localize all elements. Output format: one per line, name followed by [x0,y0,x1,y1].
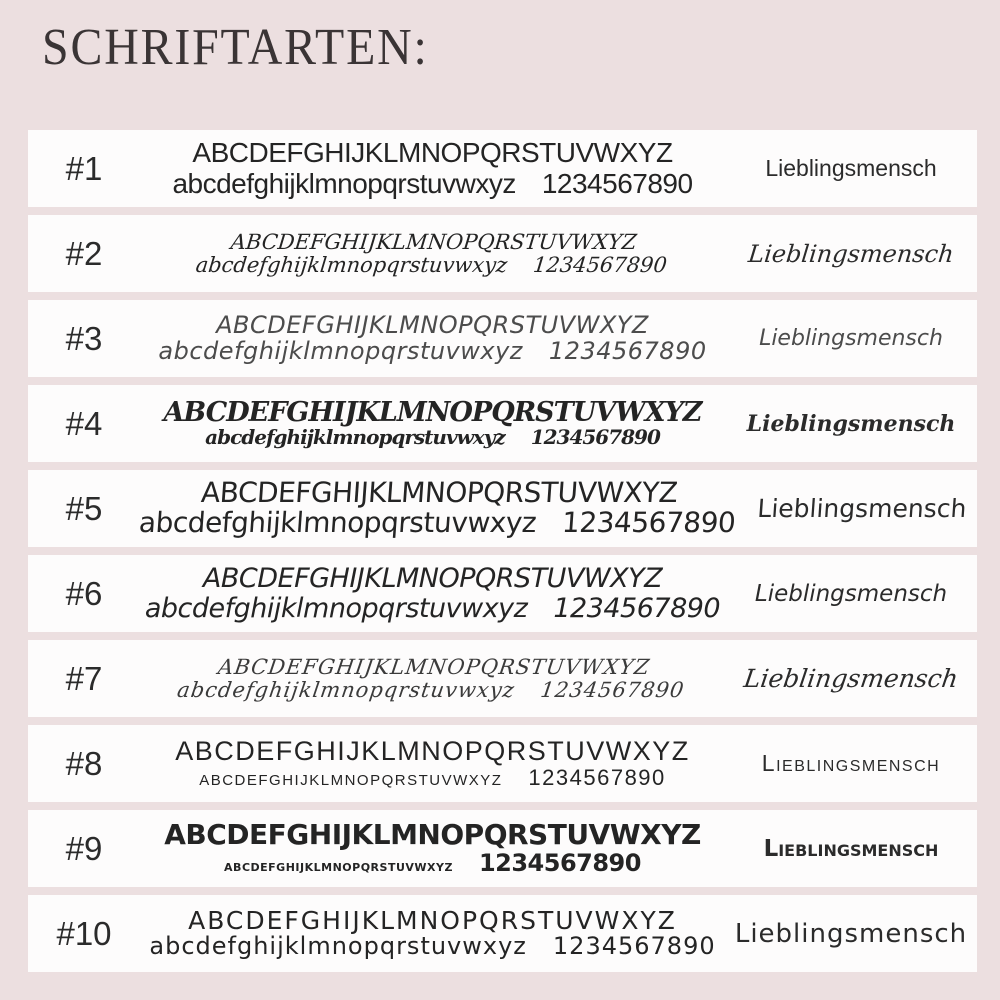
alphabet-numbers: 1234567890 [541,167,693,199]
alphabet-numbers: 1234567890 [531,252,669,277]
font-preview-word: Lieblingsmensch [761,750,941,776]
font-number-label: #3 [65,319,103,357]
font-rows [28,130,977,972]
alphabet-lowercase: abcdefghijklmnopqrstuvwxyz [144,592,528,624]
alphabet-numbers: 1234567890 [528,765,666,791]
alphabet-uppercase: ABCDEFGHIJKLMNOPQRSTUVWXYZ [188,906,677,936]
alphabet-sample [140,398,725,449]
font-preview-word: Lieblingsmensch [734,918,968,949]
alphabet-uppercase: ABCDEFGHIJKLMNOPQRSTUVWXYZ [199,476,679,510]
alphabet-numbers: 1234567890 [552,932,716,961]
alphabet-uppercase: ABCDEFGHIJKLMNOPQRSTUVWXYZ [202,563,663,595]
alphabet-lowercase-and-numbers [137,679,725,702]
alphabet-uppercase: ABCDEFGHIJKLMNOPQRSTUVWXYZ [229,229,638,254]
alphabet-lowercase-and-numbers [137,506,737,540]
font-number-label: #1 [65,149,103,187]
font-number-label: #2 [65,234,103,272]
font-row [28,385,977,462]
font-preview-word: Lieblingsmensch [765,155,937,181]
alphabet-lowercase: abcdefghijklmnopqrstuvwxyz [137,506,538,540]
alphabet-numbers: 1234567890 [539,677,687,702]
alphabet-lowercase-and-numbers [140,169,725,199]
page-title: SCHRIFTARTEN: [42,19,429,76]
font-number-label: #6 [65,574,103,612]
font-number-label: #4 [65,404,103,442]
font-row [28,725,977,802]
alphabet-sample [140,138,725,198]
font-preview-word: Lieblingsmensch [756,494,968,523]
alphabet-lowercase: abcdefghijklmnopqrstuvwxyz [199,765,503,791]
alphabet-lowercase: abcdefghijklmnopqrstuvwxyz [158,336,523,365]
font-row [28,470,977,547]
alphabet-lowercase-and-numbers [140,594,725,623]
alphabet-sample [138,478,738,538]
alphabet-numbers: 1234567890 [548,336,707,365]
alphabet-uppercase: ABCDEFGHIJKLMNOPQRSTUVWXYZ [175,736,690,767]
alphabet-numbers: 1234567890 [530,425,660,450]
alphabet-lowercase-and-numbers [140,766,725,790]
alphabet-lowercase-and-numbers [140,848,725,877]
font-row [28,300,977,377]
alphabet-lowercase-and-numbers [138,254,725,277]
alphabet-lowercase: abcdefghijklmnopqrstuvwxyz [224,855,453,875]
alphabet-uppercase: ABCDEFGHIJKLMNOPQRSTUVWXYZ [216,654,652,679]
alphabet-numbers: 1234567890 [478,848,641,877]
font-row [28,555,977,632]
alphabet-sample [140,907,725,960]
font-number-label: #8 [65,744,103,782]
font-row [28,810,977,887]
alphabet-uppercase: ABCDEFGHIJKLMNOPQRSTUVWXYZ [163,397,702,429]
font-number-label: #10 [56,914,112,952]
alphabet-lowercase-and-numbers [140,934,725,960]
alphabet-lowercase-and-numbers [140,336,725,365]
alphabet-sample [140,737,725,790]
font-row [28,895,977,972]
font-row [28,215,977,292]
alphabet-lowercase: abcdefghijklmnopqrstuvwxyz [175,677,517,702]
alphabet-sample [140,310,725,365]
font-number-label: #5 [65,489,103,527]
font-preview-word: Lieblingsmensch [759,326,943,351]
alphabet-numbers: 1234567890 [560,506,737,540]
alphabet-sample [140,820,725,876]
font-preview-word: Lieblingsmensch [746,239,956,268]
alphabet-lowercase-and-numbers [140,427,725,449]
alphabet-lowercase: abcdefghijklmnopqrstuvwxyz [149,932,527,961]
alphabet-sample [137,656,728,701]
alphabet-lowercase: abcdefghijklmnopqrstuvwxyz [172,167,516,199]
alphabet-numbers: 1234567890 [553,592,721,624]
alphabet-uppercase: ABCDEFGHIJKLMNOPQRSTUVWXYZ [192,137,673,169]
font-preview-word: Lieblingsmensch [763,835,939,862]
alphabet-uppercase: ABCDEFGHIJKLMNOPQRSTUVWXYZ [216,310,649,339]
font-preview-word: Lieblingsmensch [742,664,960,693]
font-number-label: #7 [65,659,103,697]
font-number-label: #9 [65,829,103,867]
font-row [28,130,977,207]
alphabet-uppercase: ABCDEFGHIJKLMNOPQRSTUVWXYZ [164,818,701,852]
alphabet-lowercase: abcdefghijklmnopqrstuvwxyz [205,425,505,450]
alphabet-sample [138,231,728,276]
alphabet-lowercase: abcdefghijklmnopqrstuvwxyz [194,252,509,277]
font-preview-word: Lieblingsmensch [746,410,956,437]
font-preview-word: Lieblingsmensch [754,580,948,607]
alphabet-sample [140,564,725,622]
font-row [28,640,977,717]
